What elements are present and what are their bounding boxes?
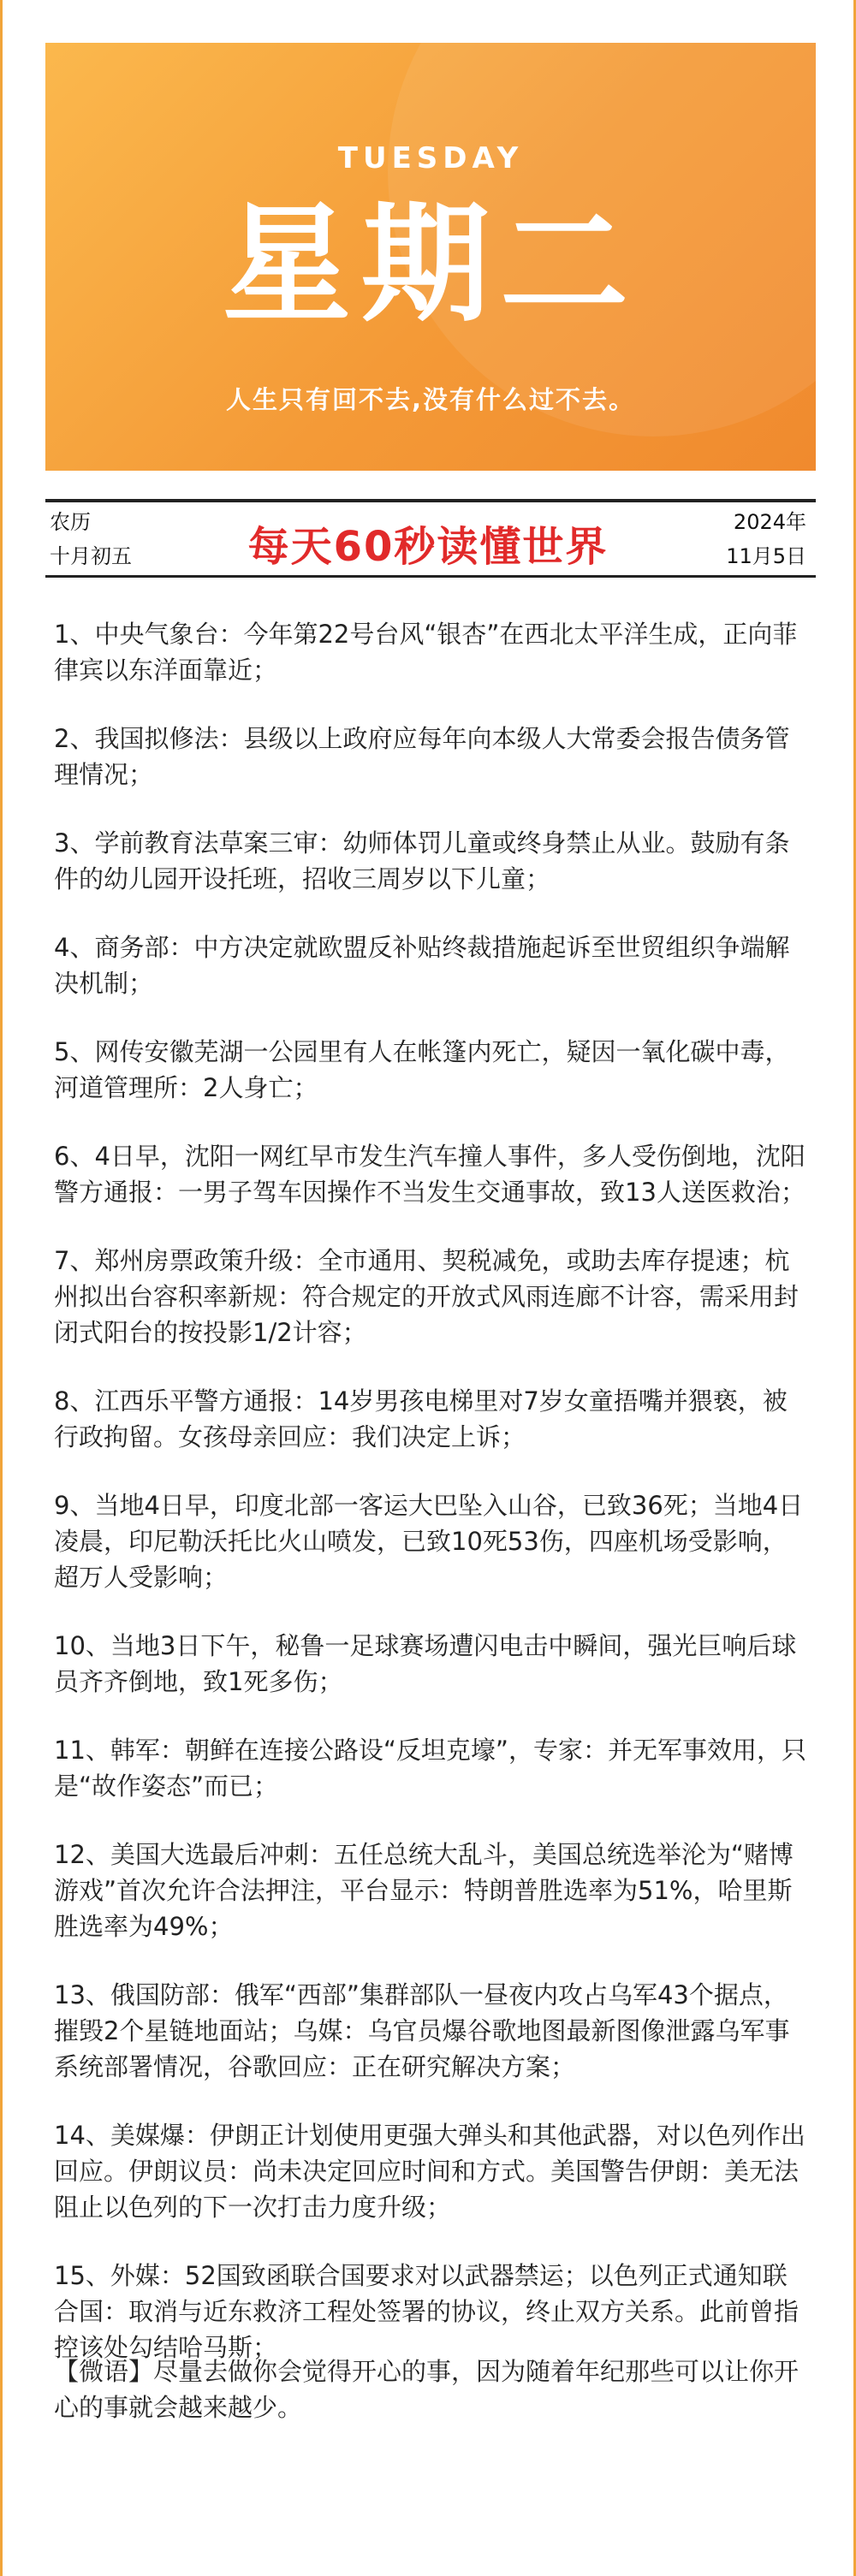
news-item: 7、郑州房票政策升级：全市通用、契税减免，或助去库存提速；杭州拟出台容积率新规：符合规定的开放式风雨连廊不计容，需采用封闭式阳台的按投影1/2计容；: [54, 1246, 800, 1347]
lunar-date: 十月初五: [50, 544, 132, 568]
news-item: 9、当地4日早，印度北部一客运大巴坠入山谷，已致36死；当地4日凌晨，印尼勒沃托比火山喷发，已致10死53伤，四座机场受影响，超万人受影响；: [54, 1491, 804, 1592]
news-item: 8、江西乐平警方通报：14岁男孩电梯里对7岁女童捂嘴并猥亵，被行政拘留。女孩母亲回应：我们决定上诉；: [54, 1386, 788, 1451]
page-title: 每天60秒读懂世界: [247, 523, 609, 571]
weekday-chinese: 星期二: [222, 191, 639, 340]
news-item: 13、俄国防部：俄军“西部”集群部队一昼夜内攻占乌军43个据点，摧毁2个星链地面站；乌媒：乌官员爆谷歌地图最新图像泄露乌军事系统部署情况，谷歌回应：正在研究解决方案；: [54, 1980, 790, 2081]
news-item: 10、当地3日下午，秘鲁一足球赛场遭闪电击中瞬间，强光巨响后球员齐齐倒地，致1死多伤；: [54, 1631, 797, 1696]
news-item: 5、网传安徽芜湖一公园里有人在帐篷内死亡，疑因一氧化碳中毒，河道管理所：2人身亡；: [54, 1037, 790, 1102]
lunar-label: 农历: [50, 510, 91, 534]
top-divider: [45, 499, 816, 502]
news-item: 15、外媒：52国致函联合国要求对以武器禁运；以色列正式通知联合国：取消与近东救济工程处签署的协议，终止双方关系。此前曾指控该处勾结哈马斯；: [54, 2261, 800, 2362]
news-item: 1、中央气象台：今年第22号台风“银杏”在西北太平洋生成，正向菲律宾以东洋面靠近；: [54, 620, 798, 685]
news-list: [54, 616, 807, 2398]
banner-motto: 人生只有回不去,没有什么过不去。: [225, 385, 636, 414]
news-item: 14、美媒爆：伊朗正计划使用更强大弹头和其他武器，对以色列作出回应。伊朗议员：尚未决定回应时间和方式。美国警告伊朗：美无法阻止以色列的下一次打击力度升级；: [54, 2121, 805, 2222]
gregorian-date-block: [726, 505, 806, 573]
weekday-english: TUESDAY: [337, 141, 524, 175]
weekday-banner: [45, 43, 816, 471]
daily-quote: 【微语】尽量去做你会觉得开心的事，因为随着年纪那些可以让你开心的事就会越来越少。: [54, 2357, 800, 2422]
news-item: 6、4日早，沈阳一网红早市发生汽车撞人事件，多人受伤倒地，沈阳警方通报：一男子驾车因操作不当发生交通事故，致13人送医救治；: [54, 1142, 805, 1207]
news-item: 2、我国拟修法：县级以上政府应每年向本级人大常委会报告债务管理情况；: [54, 724, 790, 789]
news-item: 3、学前教育法草案三审：幼师体罚儿童或终身禁止从业。鼓励有条件的幼儿园开设托班，招收三周岁以下儿童；: [54, 828, 790, 893]
news-item: 11、韩军：朝鲜在连接公路设“反坦克壕”，专家：并无军事效用，只是“故作姿态”而已；: [54, 1736, 806, 1801]
year-label: 2024年: [733, 510, 806, 534]
news-item: 4、商务部：中方决定就欧盟反补贴终裁措施起诉至世贸组织争端解决机制；: [54, 933, 790, 998]
date-label: 11月5日: [726, 544, 806, 568]
news-item: 12、美国大选最后冲刺：五任总统大乱斗，美国总统选举沦为“赌博游戏”首次允许合法押注，平台显示：特朗普胜选率为51%，哈里斯胜选率为49%；: [54, 1840, 794, 1941]
bottom-divider: [45, 575, 816, 578]
